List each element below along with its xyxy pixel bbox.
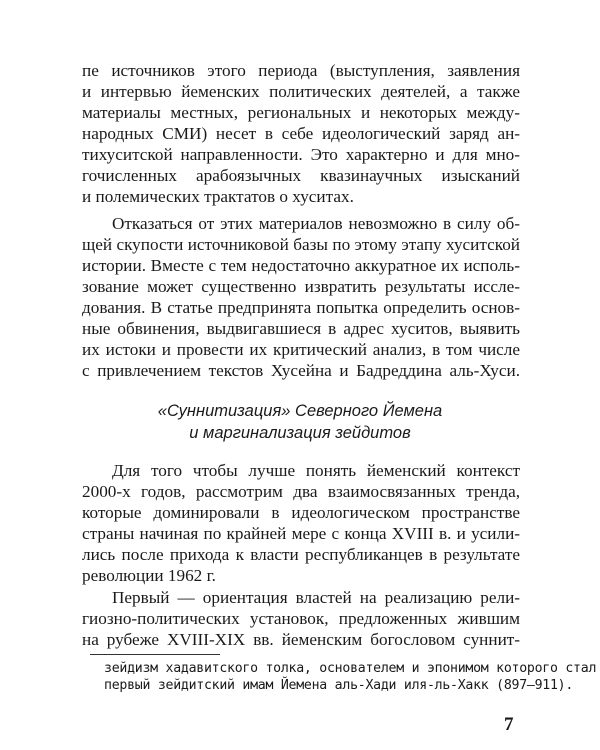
page-number: 7 <box>504 714 514 735</box>
text-line: их истоки и провести их критический анализ, в том числе <box>82 340 520 359</box>
text-line: Для того чтобы лучше понять йеменский контекст <box>112 461 520 480</box>
text-line: пе источников этого периода (выступления, заявления <box>82 61 520 80</box>
text-line: дования. В статье предпринята попытка определить основ- <box>82 298 520 317</box>
footnote-separator <box>90 654 220 655</box>
text-line: на рубеже XVIII-XIX вв. йеменским богословом суннит- <box>82 630 520 649</box>
section-heading-line1: «Суннитизация» Северного Йемена <box>157 402 443 420</box>
text-line: материалы местных, региональных и некоторых между- <box>82 103 520 122</box>
text-line: Первый — ориентация властей на реализацию рели- <box>112 588 520 607</box>
text-line: лись после прихода к власти республиканцев в результате <box>82 545 520 564</box>
text-line: щей скупости источниковой базы по этому этапу хуситской <box>82 235 520 254</box>
text-line: гочисленных арабоязычных квазинаучных изысканий <box>82 166 520 185</box>
text-line: и полемических трактатов о хуситах. <box>82 187 354 206</box>
text-line: тихуситской направленности. Это характерно и для мно- <box>82 145 520 164</box>
text-line: страны начиная по крайней мере с конца XVIII в. и усили- <box>82 524 520 543</box>
text-line: Отказаться от этих материалов невозможно в силу об- <box>112 214 520 233</box>
text-line: зование может существенно извратить результаты иссле- <box>82 277 520 296</box>
text-line: гиозно-политических установок, предложенных жившим <box>82 609 520 628</box>
text-line: истории. Вместе с тем недостаточно аккуратное их исполь- <box>82 256 520 275</box>
footnote-line: первый зейдитский имам Йемена аль-Хади иля-ль-Хакк (897–911). <box>104 678 574 693</box>
text-line: народных СМИ) несет в себе идеологический заряд ан- <box>82 124 520 143</box>
text-line: 2000-х годов, рассмотрим два взаимосвязанных тренда, <box>82 482 520 501</box>
text-line: которые доминировали в идеологическом пространстве <box>82 503 520 522</box>
text-line: и интервью йеменских политических деятелей, а также <box>82 82 520 101</box>
text-line: с привлечением текстов Хусейна и Бадреддина аль-Хуси. <box>82 361 520 380</box>
text-line: ные обвинения, выдвигавшиеся в адрес хуситов, выявить <box>82 319 520 338</box>
footnote-line: зейдизм хадавитского толка, основателем и эпонимом которого стал <box>104 661 597 676</box>
section-heading-line2: и маргинализация зейдитов <box>189 424 411 442</box>
text-line: революции 1962 г. <box>82 566 216 585</box>
